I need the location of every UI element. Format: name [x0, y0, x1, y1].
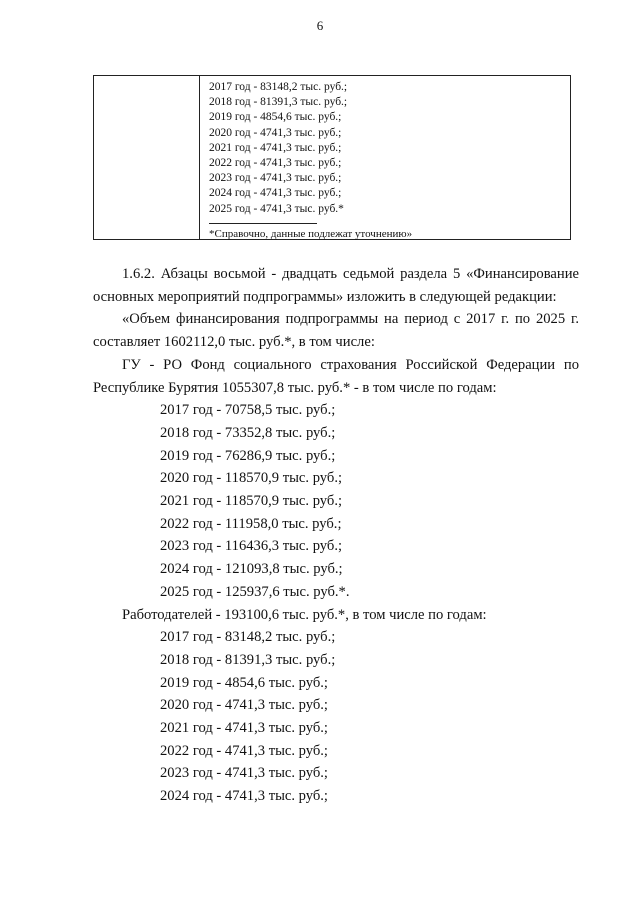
employer-year-line: 2021 год - 4741,3 тыс. руб.;: [160, 720, 328, 737]
employer-year-line: 2019 год - 4854,6 тыс. руб.;: [160, 674, 328, 691]
fss-year-line: 2024 год - 121093,8 тыс. руб.;: [160, 561, 343, 578]
table-value-cell: [200, 76, 570, 239]
employer-year-line: 2017 год - 83148,2 тыс. руб.;: [160, 629, 336, 646]
table-year-line: 2017 год - 83148,2 тыс. руб.;: [209, 81, 348, 93]
table-footnote: *Справочно, данные подлежат уточнению»: [209, 227, 413, 240]
employer-year-line: 2023 год - 4741,3 тыс. руб.;: [160, 765, 328, 782]
page-number: 6: [316, 18, 324, 33]
paragraph-total-funding: «Объем финансирования подпрограммы на период с 2017 г. по 2025 г. составляет 1602112,0 тыс. руб.*, в том числе:: [93, 311, 579, 351]
table-year-line: 2018 год - 81391,3 тыс. руб.;: [209, 96, 348, 109]
fss-year-line: 2019 год - 76286,9 тыс. руб.;: [160, 447, 336, 464]
table-label-cell: [94, 76, 200, 239]
fss-year-line: 2021 год - 118570,9 тыс. руб.;: [160, 493, 343, 510]
paragraph-fss-funding: ГУ - РО Фонд социального страхования Российской Федерации по Республике Бурятия 1055307,8 тыс. руб.* - в том числе по годам:: [93, 356, 579, 396]
fss-year-line: 2022 год - 111958,0 тыс. руб.;: [160, 515, 342, 532]
employer-year-line: 2020 год - 4741,3 тыс. руб.;: [160, 697, 328, 714]
paragraph-amendment: 1.6.2. Абзацы восьмой - двадцать седьмой раздела 5 «Финансирование основных мероприятий подпрограммы» изложить в следующей редакции:: [93, 266, 579, 305]
fss-year-line: 2020 год - 118570,9 тыс. руб.;: [160, 470, 343, 487]
fss-year-line: 2023 год - 116436,3 тыс. руб.;: [160, 538, 343, 555]
document-body: [93, 263, 579, 808]
table-year-line: 2023 год - 4741,3 тыс. руб.;: [209, 172, 342, 185]
table-year-line: 2019 год - 4854,6 тыс. руб.;: [209, 111, 342, 124]
table-year-line: 2022 год - 4741,3 тыс. руб.;: [209, 157, 342, 170]
footnote-divider: [209, 223, 317, 224]
employer-year-line: 2024 год - 4741,3 тыс. руб.;: [160, 788, 328, 805]
fss-year-line: 2018 год - 73352,8 тыс. руб.;: [160, 424, 336, 441]
table-year-line: 2020 год - 4741,3 тыс. руб.;: [209, 126, 342, 139]
employer-year-line: 2022 год - 4741,3 тыс. руб.;: [160, 742, 328, 759]
table-year-line: 2025 год - 4741,3 тыс. руб.*: [209, 202, 344, 215]
fss-year-line: 2025 год - 125937,6 тыс. руб.*.: [160, 583, 350, 600]
fss-year-line: 2017 год - 70758,5 тыс. руб.;: [160, 402, 336, 419]
table-year-line: 2021 год - 4741,3 тыс. руб.;: [209, 141, 342, 154]
table-year-line: 2024 год - 4741,3 тыс. руб.;: [209, 187, 342, 200]
funding-table: [93, 75, 571, 240]
employers-funding-line: Работодателей - 193100,6 тыс. руб.*, в том числе по годам:: [122, 606, 487, 623]
employer-year-line: 2018 год - 81391,3 тыс. руб.;: [160, 651, 336, 668]
